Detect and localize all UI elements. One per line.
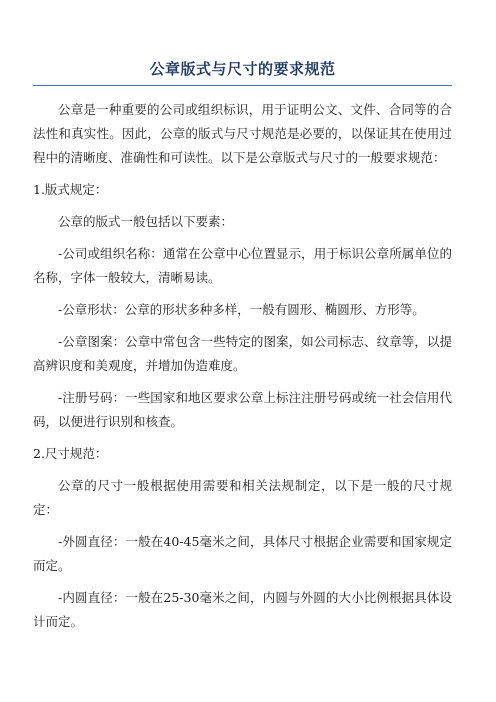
section-1-item-registration: -注册号码：一些国家和地区要求公章上标注注册号码或统一社会信用代码，以便进行识别和核查。	[33, 390, 452, 429]
intro-paragraph: 公章是一种重要的公司或组织标识，用于证明公文、文件、合同等的合法性和真实性。因此，公章的版式与尺寸规范是必要的，以保证其在使用过程中的清晰度、准确性和可读性。以下是公章版式与尺寸的一般要求规范：	[33, 102, 452, 165]
section-2-heading: 2.尺寸规范：	[33, 446, 108, 461]
section-1-item-pattern: -公章图案：公章中常包含一些特定的图案，如公司标志、纹章等，以提高辨识度和美观度，并增加伪造难度。	[33, 334, 452, 373]
section-2-item-inner-diameter: -内圆直径：一般在25-30毫米之间，内圆与外圆的大小比例根据具体设计而定。	[33, 590, 452, 629]
section-1-lead: 公章的版式一般包括以下要素：	[58, 214, 234, 229]
document-title: 公章版式与尺寸的要求规范	[149, 60, 336, 78]
section-1-heading: 1.版式规定：	[33, 182, 108, 197]
title-underline	[33, 85, 452, 86]
section-2-lead: 公章的尺寸一般根据使用需要和相关法规制定，以下是一般的尺寸规定：	[33, 478, 452, 517]
section-1-item-shape: -公章形状：公章的形状多种多样，一般有圆形、椭圆形、方形等。	[58, 302, 425, 317]
section-2-item-outer-diameter: -外圆直径：一般在40-45毫米之间，具体尺寸根据企业需要和国家规定而定。	[33, 534, 452, 573]
section-1-item-name: -公司或组织名称：通常在公章中心位置显示，用于标识公章所属单位的名称，字体一般较大，清晰易读。	[33, 246, 452, 285]
